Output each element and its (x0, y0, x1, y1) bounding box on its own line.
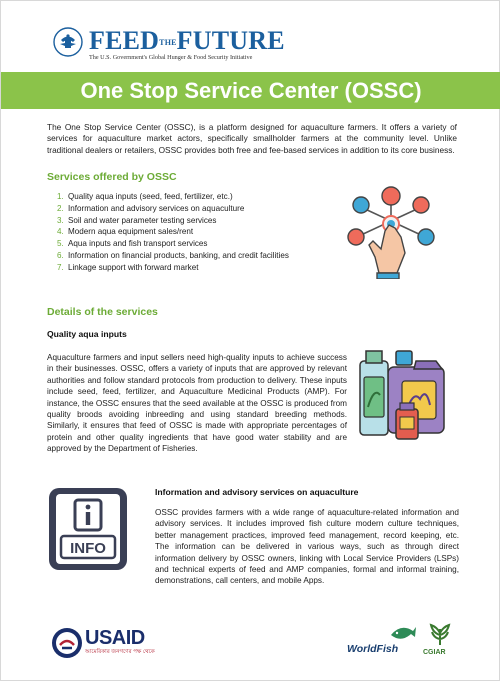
services-list (57, 191, 289, 274)
feed-the-future-logo: FEEDTHEFUTURE (89, 26, 285, 55)
service-network-icon (341, 179, 441, 279)
list-item: 5. Aqua inputs and fish transport services (57, 239, 208, 249)
list-item: 4. Modern aqua equipment sales/rent (57, 227, 194, 237)
quality-inputs-heading: Quality aqua inputs (47, 329, 127, 339)
aqua-products-icon (356, 347, 454, 443)
info-icon (47, 486, 129, 572)
us-seal-icon (53, 27, 83, 57)
usaid-subtitle: আমেরিকার জনগণের পক্ষ থেকে (85, 649, 155, 655)
list-item: 1. Quality aqua inputs (seed, feed, fertilizer, etc.) (57, 192, 233, 201)
header (1, 1, 500, 69)
cgiar-leaf-icon (427, 621, 453, 647)
info-icon-label: INFO (70, 540, 106, 557)
logo-tagline: The U.S. Government's Global Hunger & Food Security Initiative (89, 54, 253, 61)
services-heading: Services offered by OSSC (47, 171, 177, 183)
cgiar-logo: CGIAR (423, 649, 446, 656)
list-item: 7. Linkage support with forward market (57, 262, 199, 272)
usaid-logo: USAID (85, 627, 145, 649)
list-item: 6. Information on financial products, banking, and credit facilities (57, 250, 289, 260)
quality-inputs-paragraph: Aquaculture farmers and input sellers need high-quality inputs to achieve success in their businesses. OSSC, offers a variety of inputs that are approved by relevant authorities and follow standard protocols from production to delivery. These inputs include seed, feed, fertilizer, and Aquaculture Medicinal Products (AMP). For instance, the OSSC ensures that the seed available at the OSSC is produced from quality broods avoiding inbreeding and using standard breeding methods. Similarly, it ensures that feed of OSSC is made with appropriate percentages of protein and other quality ingredients that have good water stability and are approved by the Department of Fisheries. (47, 353, 347, 454)
details-heading: Details of the services (47, 306, 158, 318)
worldfish-logo: WorldFish (347, 643, 399, 655)
usaid-seal-icon (51, 627, 83, 659)
list-item: 3. Soil and water parameter testing services (57, 215, 217, 225)
list-item: 2. Information and advisory services on aquaculture (57, 203, 245, 213)
advisory-heading: Information and advisory services on aquaculture (155, 487, 359, 497)
intro-paragraph: The One Stop Service Center (OSSC), is a platform designed for aquaculture farmers. It offers a variety of services for aquaculture market actors, specifically smallholder farmers at the community level. Unlike traditional dealers or retailers, OSSC provides both free and fee-based services in addition to its core business. (47, 122, 457, 155)
page-title: One Stop Service Center (OSSC) (80, 78, 422, 103)
worldfish-fish-icon (389, 621, 417, 645)
advisory-paragraph: OSSC provides farmers with a wide range of aquaculture-related information and advisory services. It includes improved fish culture modern culture techniques, better management practices, improved feed management, record keeping, etc. The information can be delivered in various ways, such as through direct information delivery by OSSC owners, linking with Local Service Providers (LSPs) and technical experts of feed and AMP companies, formal and informal training, demonstrations, call centers, and mobile Apps. (155, 508, 459, 586)
